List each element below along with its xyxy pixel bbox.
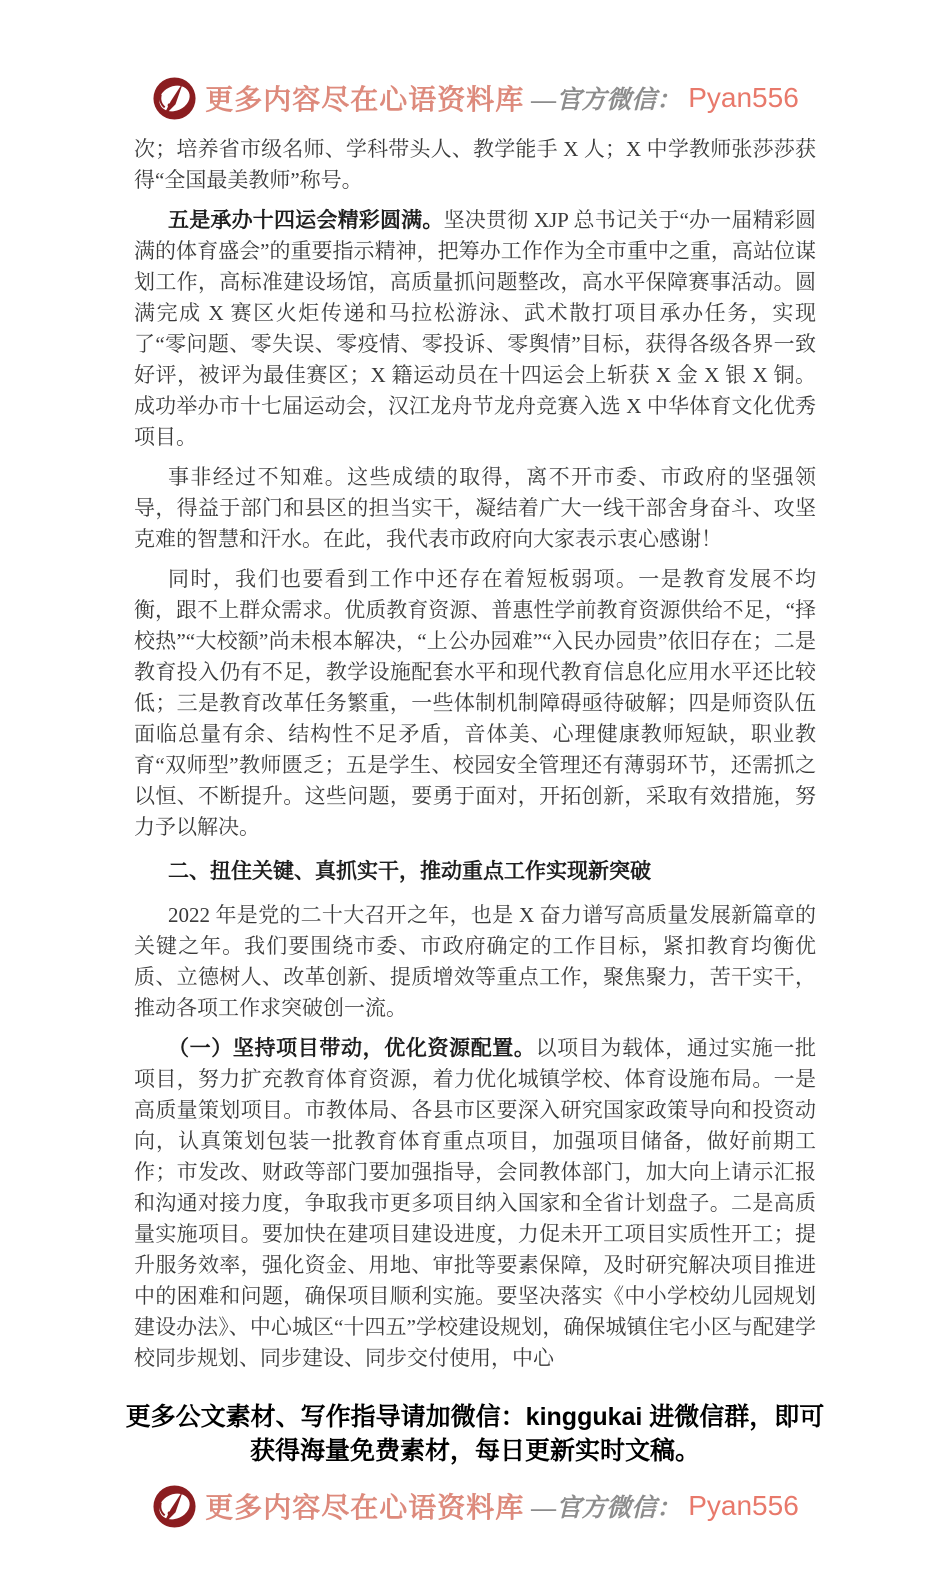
- paragraph-lead: （一）坚持项目带动，优化资源配置。: [168, 1036, 536, 1060]
- paragraph-text: 事非经过不知难。这些成绩的取得，离不开市委、市政府的坚强领导，得益于部门和县区的担当实干，凝结着广大一线干部舍身奋斗、攻坚克难的智慧和汗水。在此，我代表市政府向大家表示衷心感谢！: [134, 465, 816, 551]
- footer-brand-banner: [0, 1480, 950, 1532]
- paragraph-text: 同时，我们也要看到工作中还存在着短板弱项。一是教育发展不均衡，跟不上群众需求。优质教育资源、普惠性学前教育资源供给不足，“择校热”“大校额”尚未根本解决，“上公办园难”“入民办园贵”依旧存在；二是教育投入仍有不足，教学设施配套水平和现代教育信息化应用水平还比较低；三是教育改革任务繁重，一些体制机制障碍亟待破解；四是师资队伍面临总量有余、结构性不足矛盾，音体美、心理健康教师短缺，职业教育“双师型”教师匮乏；五是学生、校园安全管理还有薄弱环节，还需抓之以恒、不断提升。这些问题，要勇于面对，开拓创新，采取有效措施，努力予以解决。: [134, 567, 816, 839]
- pen-in-circle-logo-icon: [151, 75, 198, 122]
- paragraph-text: 以项目为载体，通过实施一批项目，努力扩充教育体育资源，着力优化城镇学校、体育设施布局。一是高质量策划项目。市教体局、各县市区要深入研究国家政策导向和投资动向，认真策划包装一批教育体育重点项目，加强项目储备，做好前期工作；市发改、财政等部门要加强指导，会同教体部门，加大向上请示汇报和沟通对接力度，争取我市更多项目纳入国家和全省计划盘子。二是高质量实施项目。要加快在建项目建设进度，力促未开工项目实质性开工；提升服务效率，强化资金、用地、审批等要素保障，及时研究解决项目推进中的困难和问题，确保项目顺利实施。要坚决落实《中小学校幼儿园规划建设办法》、中心城区“十四五”学校建设规划，确保城镇住宅小区与配建学校同步规划、同步建设、同步交付使用，中心: [134, 1036, 817, 1370]
- paragraph-2022-outlook: [134, 900, 816, 1024]
- promo-banner: [95, 1400, 855, 1468]
- paragraph-continuation: [134, 134, 816, 196]
- wechat-label: —官方微信：: [531, 87, 682, 114]
- promo-line-1: 更多公文素材、写作指导请加微信：kinggukai 进微信群，即可: [125, 1403, 825, 1431]
- promo-line-2: 获得海量免费素材，每日更新实时文稿。: [249, 1437, 700, 1465]
- header-brand-banner: [0, 72, 950, 124]
- paragraph-thanks: [134, 462, 816, 555]
- brand-title: 更多内容尽在心语资料库: [205, 1493, 525, 1524]
- pen-in-circle-logo-icon: [151, 1483, 198, 1530]
- section-heading-two: 二、扭住关键、真抓实干，推动重点工作实现新突破: [168, 859, 651, 883]
- wechat-id: Pyan556: [688, 82, 799, 113]
- paragraph-lead: 五是承办十四运会精彩圆满。: [168, 208, 444, 232]
- brand-title: 更多内容尽在心语资料库: [205, 85, 525, 116]
- paragraph-text: 次；培养省市级名师、学科带头人、教学能手 X 人；X 中学教师张莎莎获得“全国最美教师”称号。: [134, 137, 816, 192]
- paragraph-shortcomings: [134, 564, 816, 843]
- paragraph-five-is: [134, 205, 816, 453]
- wechat-label: —官方微信：: [531, 1495, 682, 1522]
- wechat-id: Pyan556: [688, 1490, 799, 1521]
- paragraph-text: 2022 年是党的二十大召开之年，也是 X 奋力谱写高质量发展新篇章的关键之年。我们要围绕市委、市政府确定的工作目标，紧扣教育均衡优质、立德树人、改革创新、提质增效等重点工作，聚焦聚力，苦干实干，推动各项工作求突破创一流。: [134, 903, 816, 1020]
- paragraph-text: 坚决贯彻 XJP 总书记关于“办一届精彩圆满的体育盛会”的重要指示精神，把筹办工作作为全市重中之重，高站位谋划工作，高标准建设场馆，高质量抓问题整改，高水平保障赛事活动。圆满完成 X 赛区火炬传递和马拉松游泳、武术散打项目承办任务，实现了“零问题、零失误、零疫情、零投诉、零舆情”目标，获得各级各界一致好评，被评为最佳赛区；X 籍运动员在十四运会上斩获 X 金 X 银 X 铜。成功举办市十七届运动会，汉江龙舟节龙舟竞赛入选 X 中华体育文化优秀项目。: [134, 208, 817, 449]
- paragraph-projects: [134, 1033, 816, 1374]
- article-body: [134, 134, 816, 1374]
